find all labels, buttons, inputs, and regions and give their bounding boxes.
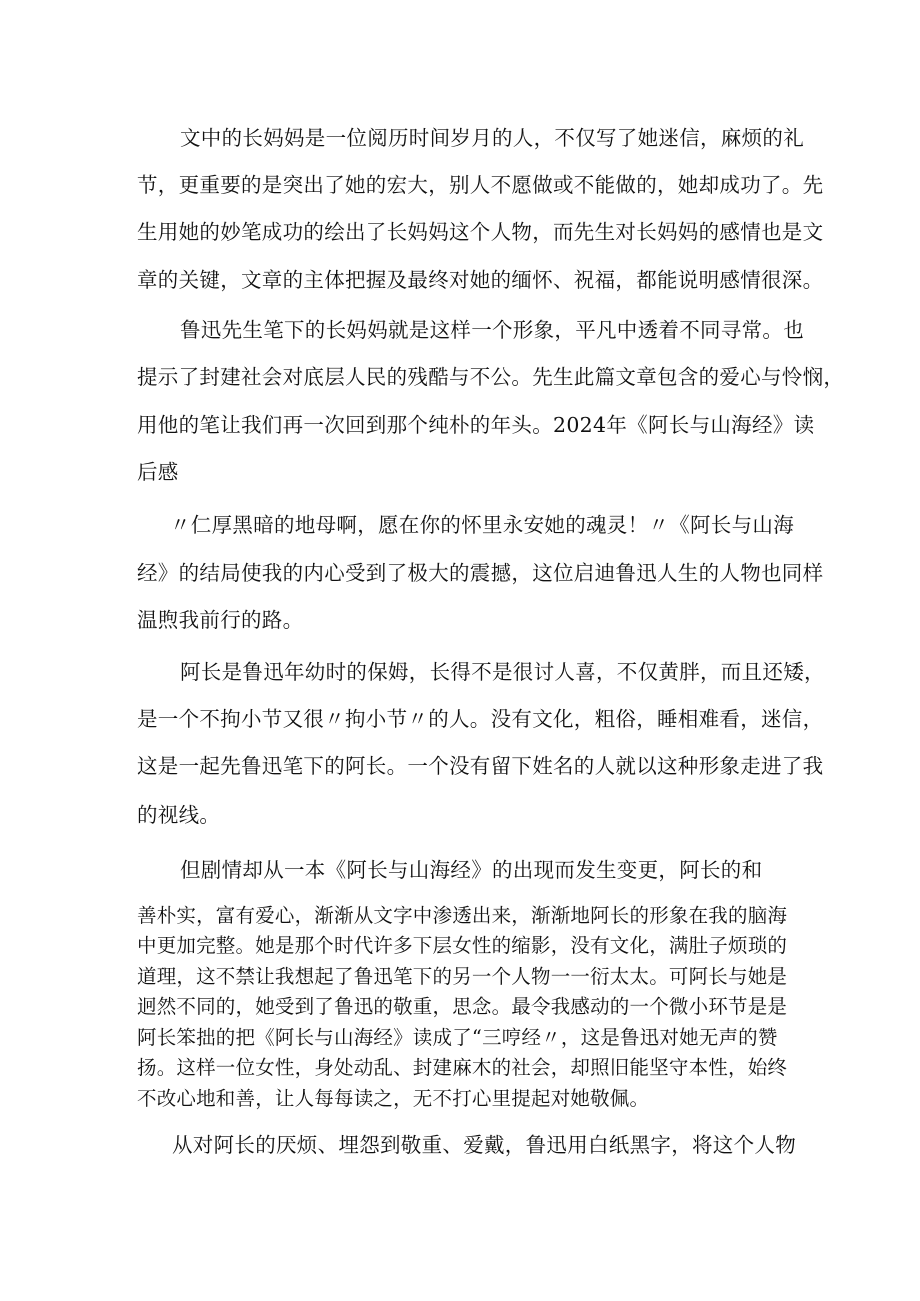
text-line: 鲁迅先生笔下的长妈妈就是这样一个形象，平凡中透着不同寻常。也 xyxy=(180,318,804,342)
text-line: 从对阿长的厌烦、埋怨到敬重、爱戴，鲁迅用白纸黑字，将这个人物 xyxy=(172,1133,796,1157)
text-line: 提示了封建社会对底层人民的残酷与不公。先生此篇文章包含的爱心与怜悯， xyxy=(137,365,845,389)
text-line: 阿长是鲁迅年幼时的保姆，长得不是很讨人喜，不仅黄胖，而且还矮， xyxy=(180,660,825,684)
text-line: 后感 xyxy=(137,460,179,484)
text-line: 道理，这不禁让我想起了鲁迅笔下的另一个人物一一衍太太。可阿长与她是 xyxy=(137,965,788,988)
text-line: 但剧情却从一本《阿长与山海经》的出现而发生变更，阿长的和 xyxy=(180,858,763,882)
text-line: 用他的笔让我们再一次回到那个纯朴的年头。2024年《阿长与山海经》读 xyxy=(137,413,815,437)
text-line: 的视线。 xyxy=(137,803,221,827)
text-line: 这是一起先鲁迅笔下的阿长。一个没有留下姓名的人就以这种形象走进了我 xyxy=(137,754,824,778)
text-line: 经》的结局使我的内心受到了极大的震撼，这位启迪鲁迅人生的人物也同样 xyxy=(137,561,824,585)
text-line: 〃仁厚黑暗的地母啊，愿在你的怀里永安她的魂灵！〃《阿长与山海 xyxy=(170,513,794,537)
text-line: 节，更重要的是突出了她的宏大，别人不愿做或不能做的，她却成功了。先 xyxy=(137,173,824,197)
text-line: 文中的长妈妈是一位阅历时间岁月的人，不仅写了她迷信，麻烦的礼 xyxy=(180,126,804,150)
text-line: 是一个不拘小节又很〃拘小节〃的人。没有文化，粗俗，睡相难看，迷信， xyxy=(137,707,824,731)
text-line: 温煦我前行的路。 xyxy=(137,608,304,632)
text-line: 扬。这样一位女性，身处动乱、封建麻木的社会，却照旧能坚守本性，始终 xyxy=(137,1056,788,1079)
text-line: 不改心地和善，让人每每读之，无不打心里提起对她敬佩。 xyxy=(137,1087,650,1110)
text-line: 善朴实，富有爱心，渐渐从文字中渗透出来，渐渐地阿长的形象在我的脑海 xyxy=(137,904,788,927)
text-line: 生用她的妙笔成功的绘出了长妈妈这个人物，而先生对长妈妈的感情也是文 xyxy=(137,220,824,244)
text-line: 阿长笨拙的把《阿长与山海经》读成了“三哼经〃，这是鲁迅对她无声的赞 xyxy=(137,1026,778,1049)
text-line: 章的关键，文章的主体把握及最终对她的缅怀、祝福，都能说明感情很深。 xyxy=(137,268,824,292)
text-line: 中更加完整。她是那个时代许多下层女性的缩影，没有文化，满肚子烦琐的 xyxy=(137,934,788,957)
text-line: 迥然不同的，她受到了鲁迅的敬重，思念。最令我感动的一个微小环节是是 xyxy=(137,995,788,1018)
